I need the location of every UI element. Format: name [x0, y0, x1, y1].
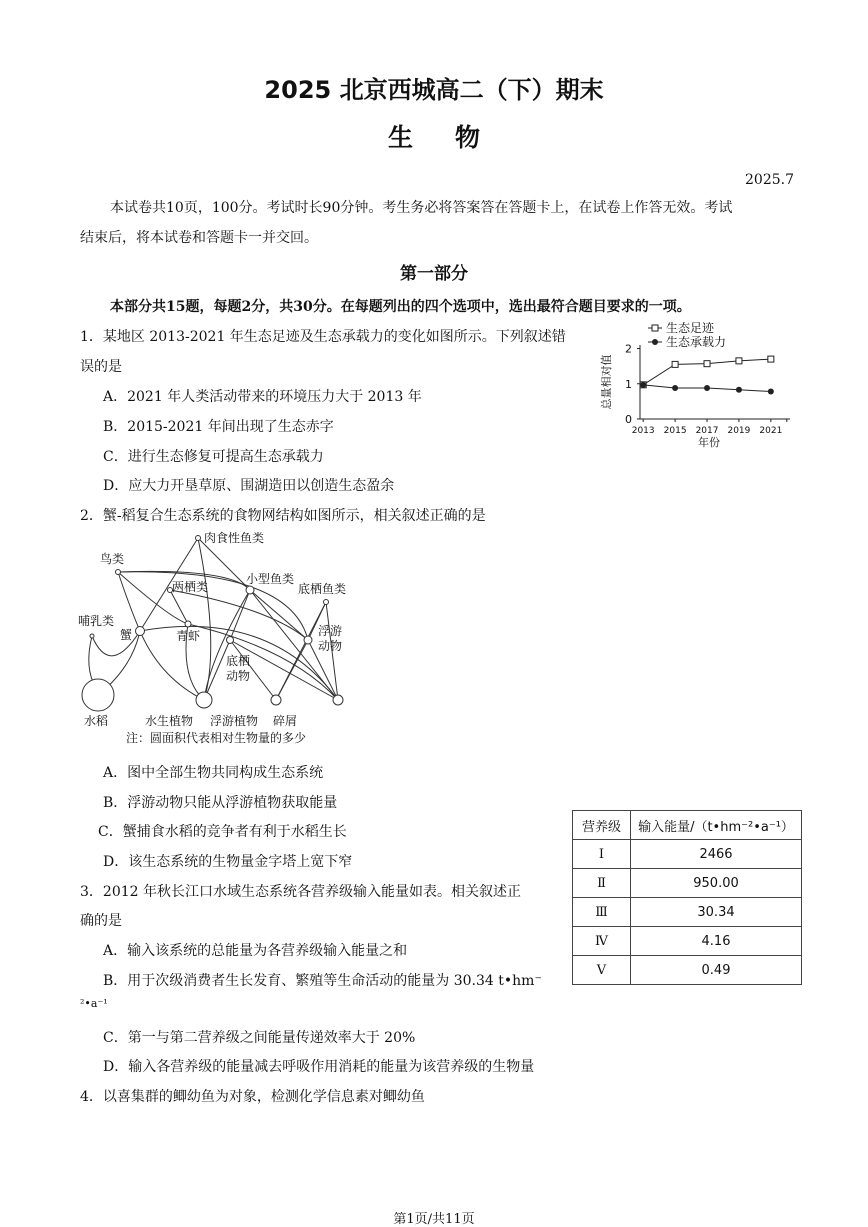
- x-axis-label: 年份: [698, 436, 720, 449]
- exam-title: 2025 北京西城高二（下）期末: [264, 76, 604, 104]
- table-cell: Ⅴ: [573, 956, 631, 985]
- intro-line-1: 本试卷共10页，100分。考试时长90分钟。考生务必将答案答在答题卡上，在试卷上作答无效。考试: [110, 200, 733, 216]
- q1-stem-line-2: 误的是: [80, 359, 122, 375]
- footprint-point: [736, 358, 742, 364]
- x-tick-label: 2021: [759, 426, 783, 436]
- section-instruction: 本部分共15题，每题2分，共30分。在每题列出的四个选项中，选出最符合题目要求的一项。: [110, 299, 691, 315]
- label-crab: 蟹: [120, 628, 133, 642]
- table-header-row: [573, 811, 802, 840]
- intro-line-2: 结束后，将本试卷和答题卡一并交回。: [80, 230, 318, 246]
- label-carnivorous-fish: 肉食性鱼类: [204, 531, 265, 545]
- q1-stem-line-1: 1．某地区 2013-2021 年生态足迹及生态承载力的变化如图所示。下列叙述错: [80, 329, 566, 345]
- label-benthic-animals-1: 底栖: [226, 654, 251, 668]
- table-cell: 950.00: [631, 869, 802, 898]
- q1-line-chart: [596, 322, 796, 462]
- y-axis-label: 总量相对值: [600, 354, 613, 410]
- footprint-point: [768, 356, 774, 362]
- q3-option-a: A．输入该系统的总能量为各营养级输入能量之和: [103, 943, 408, 959]
- q1-option-d: D．应大力开垦草原、围湖造田以创造生态盈余: [103, 478, 395, 494]
- exam-date: 2025.7: [745, 172, 794, 188]
- table-cell: 30.34: [631, 898, 802, 927]
- table-header-cell: 营养级: [573, 811, 631, 840]
- label-phytoplankton: 浮游植物: [210, 714, 259, 728]
- legend-marker-square: [652, 325, 658, 331]
- x-tick-label: 2017: [695, 426, 719, 436]
- x-tick-label: 2019: [727, 426, 751, 436]
- label-amphibians: 两栖类: [172, 580, 209, 594]
- label-mammals: 哺乳类: [78, 614, 115, 628]
- label-detritus: 碎屑: [273, 714, 298, 728]
- y-tick-label: 1: [625, 377, 632, 391]
- q3-stem-line-2: 确的是: [80, 913, 122, 929]
- table-cell: Ⅲ: [573, 898, 631, 927]
- table-cell: Ⅱ: [573, 869, 631, 898]
- label-benthic-fish: 底栖鱼类: [298, 582, 347, 596]
- node-shrimp: [185, 621, 191, 627]
- node-carnivorous-fish: [196, 536, 201, 541]
- label-shrimp: 青虾: [176, 629, 201, 643]
- x-tick-label: 2013: [631, 426, 655, 436]
- table-cell: 4.16: [631, 927, 802, 956]
- node-small-fish: [246, 586, 254, 594]
- label-zooplankton-1: 浮游: [318, 624, 343, 638]
- q2-option-d: D．该生态系统的生物量金字塔上宽下窄: [103, 854, 353, 870]
- x-tick-label: 2015: [663, 426, 687, 436]
- capacity-point: [768, 389, 774, 395]
- subject-title: 生物: [387, 123, 522, 152]
- q3-option-b: B．用于次级消费者生长发育、繁殖等生命活动的能量为 30.34 t•hm⁻: [103, 973, 542, 989]
- diagram-note: 注：圆面积代表相对生物量的多少: [126, 731, 307, 745]
- node-phytoplankton: [271, 695, 281, 705]
- table-row: [573, 927, 802, 956]
- q1-option-b: B．2015-2021 年间出现了生态赤字: [103, 419, 334, 435]
- table-cell: 2466: [631, 840, 802, 869]
- q2-option-c: C．蟹捕食水稻的竞争者有利于水稻生长: [98, 824, 347, 840]
- q2-stem: 2．蟹-稻复合生态系统的食物网结构如图所示，相关叙述正确的是: [80, 508, 486, 524]
- table-cell: Ⅰ: [573, 840, 631, 869]
- label-birds: 鸟类: [100, 552, 125, 566]
- node-birds: [116, 570, 121, 575]
- legend-label: 生态足迹: [666, 322, 715, 335]
- node-benthic-animals: [227, 637, 234, 644]
- node-crab: [136, 627, 145, 636]
- node-mammals: [90, 634, 94, 638]
- q3-energy-table: [572, 810, 802, 985]
- q2-option-a: A．图中全部生物共同构成生态系统: [103, 765, 324, 781]
- legend-label: 生态承载力: [666, 335, 727, 349]
- q1-option-c: C．进行生态修复可提高生态承载力: [103, 449, 324, 465]
- label-benthic-animals-2: 动物: [226, 669, 251, 683]
- food-web-links: [89, 538, 338, 700]
- footprint-point: [672, 361, 678, 367]
- label-aquatic-plants: 水生植物: [145, 714, 194, 728]
- q3-option-b-unit: ²•a⁻¹: [80, 997, 108, 1010]
- page-number: 第1页/共11页: [393, 1212, 475, 1227]
- q3-option-d: D．输入各营养级的能量减去呼吸作用消耗的能量为该营养级的生物量: [103, 1059, 535, 1075]
- node-benthic-fish: [324, 600, 329, 605]
- q2-option-b: B．浮游动物只能从浮游植物获取能量: [103, 795, 338, 811]
- capacity-point: [672, 385, 678, 391]
- node-zooplankton: [304, 636, 312, 644]
- q3-option-c: C．第一与第二营养级之间能量传递效率大于 20%: [103, 1030, 416, 1046]
- y-tick-label: 0: [625, 413, 632, 426]
- table-row: [573, 869, 802, 898]
- table-row: [573, 840, 802, 869]
- label-zooplankton-2: 动物: [318, 639, 343, 653]
- node-aquatic-plants: [196, 692, 212, 708]
- table-cell: 0.49: [631, 956, 802, 985]
- table-cell: Ⅳ: [573, 927, 631, 956]
- capacity-point: [704, 385, 710, 391]
- section-title: 第一部分: [400, 264, 468, 284]
- q4-stem: 4．以喜集群的鲫幼鱼为对象，检测化学信息素对鲫幼鱼: [80, 1089, 425, 1105]
- capacity-point: [640, 382, 646, 388]
- q1-option-a: A．2021 年人类活动带来的环境压力大于 2013 年: [103, 389, 422, 405]
- q3-stem-line-1: 3．2012 年秋长江口水域生态系统各营养级输入能量如表。相关叙述正: [80, 884, 521, 900]
- node-rice: [82, 679, 114, 711]
- table-header-cell: 输入能量/（t•hm⁻²•a⁻¹）: [631, 811, 802, 840]
- capacity-point: [736, 387, 742, 393]
- legend-marker-circle: [652, 339, 658, 345]
- table-row: [573, 956, 802, 985]
- label-small-fish: 小型鱼类: [246, 572, 295, 586]
- table-row: [573, 898, 802, 927]
- q2-food-web-diagram: [70, 528, 370, 753]
- y-tick-label: 2: [625, 342, 632, 356]
- label-rice: 水稻: [84, 714, 109, 728]
- node-detritus: [333, 695, 343, 705]
- footprint-point: [704, 361, 710, 367]
